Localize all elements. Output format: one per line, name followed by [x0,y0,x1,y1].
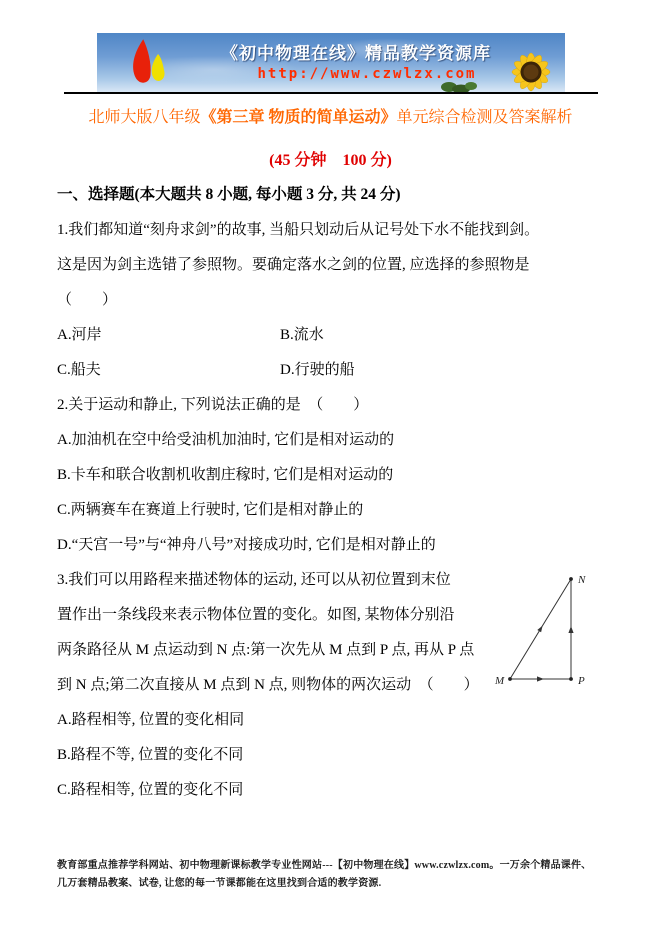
q3-line: 到 N 点;第二次直接从 M 点到 N 点, 则物体的两次运动 （ ） [57,677,479,693]
site-title: 《初中物理在线》精品教学资源库 [221,44,491,63]
page-title [0,104,661,127]
footer-line: 几万套精品教案、试卷, 让您的每一节课都能在这里找到合适的教学资源. [57,878,382,889]
q1-option-a: A.河岸 [57,327,102,343]
site-banner [97,33,565,92]
q2-option-a: A.加油机在空中给受油机加油时, 它们是相对运动的 [57,432,395,448]
q1-option-c: C.船夫 [57,362,101,378]
time-score-subtitle: (45 分钟 100 分) [269,152,392,169]
q2-option-c: C.两辆赛车在赛道上行驶时, 它们是相对静止的 [57,502,364,518]
page-title-prefix: 北师大版八年级 [88,109,201,126]
red-yellow-flame-logo-icon [117,37,177,89]
q1-line: 这是因为剑主选错了参照物。要确定落水之剑的位置, 应选择的参照物是 [57,257,530,273]
q3-line: 3.我们可以用路程来描述物体的运动, 还可以从初位置到末位 [57,572,451,588]
arrow-p-to-n-icon [568,626,573,633]
q2-option-b: B.卡车和联合收割机收割庄稼时, 它们是相对运动的 [57,467,394,483]
arrow-m-to-n-icon [537,626,542,633]
route-diagram [493,566,603,691]
site-url: http://www.czwlzx.com [257,66,477,82]
q1-option-d: D.行驶的船 [280,362,355,378]
q1-answer-blank: （ ） [57,292,118,308]
footer-line: 教育部重点推荐学科网站、初中物理新课标教学专业性网站---【初中物理在线】www.czwlzx.com。一万余个精品课件、 [57,860,592,871]
q3-option-c: C.路程相等, 位置的变化不同 [57,782,244,798]
header-rule [64,92,598,94]
page-title-suffix: 单元综合检测及答案解析 [396,109,573,126]
q2-line: 2.关于运动和静止, 下列说法正确的是 （ ） [57,397,369,413]
q3-option-b: B.路程不等, 位置的变化不同 [57,747,244,763]
point-label-n: N [578,574,586,586]
page-title-chapter: 《第三章 物质的简单运动》 [200,109,397,126]
plants-image [441,73,477,92]
q3-option-a: A.路程相等, 位置的变化相同 [57,712,245,728]
sunflower-image [493,46,561,92]
q2-option-d: D.“天宫一号”与“神舟八号”对接成功时, 它们是相对静止的 [57,537,436,553]
q3-line: 置作出一条线段来表示物体位置的变化。如图, 某物体分别沿 [57,607,455,623]
section-heading: 一、选择题(本大题共 8 小题, 每小题 3 分, 共 24 分) [57,186,401,203]
q3-line: 两条路径从 M 点运动到 N 点:第一次先从 M 点到 P 点, 再从 P 点 [57,642,475,658]
q1-option-b: B.流水 [280,327,324,343]
point-label-p: P [578,675,585,687]
point-label-m: M [495,675,505,687]
arrow-m-to-p-icon [537,676,544,681]
q1-line: 1.我们都知道“刻舟求剑”的故事, 当船只划动后从记号处下水不能找到剑。 [57,222,540,238]
